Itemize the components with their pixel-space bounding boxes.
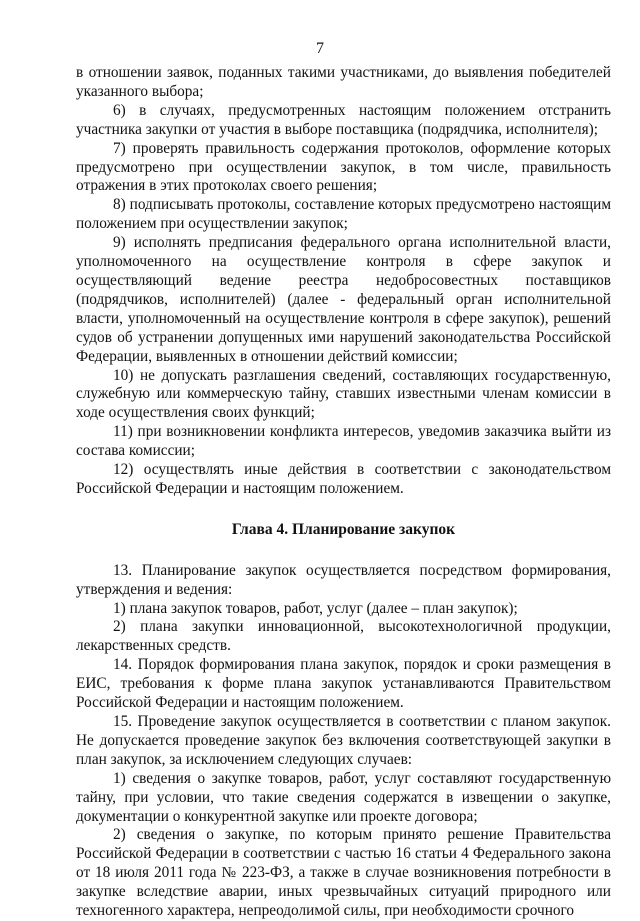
paragraph: 9) исполнять предписания федерального органа исполнительной власти, уполномоченного на осуществление контроля в сфере закупок и осуществляющий ведение реестра недобросовестных поставщиков (подрядчиков, исполнителей) (далее - федеральный орган исполнительной власти, уполномоченный на осуществление контроля в сфере закупок), решений судов об устранении допущенных ими нарушений законодательства Российской Федерации, выявленных в отношении действий комиссии;	[76, 234, 611, 365]
section-procurement-planning	[76, 562, 611, 921]
paragraph: 1) сведения о закупке товаров, работ, услуг составляют государственную тайну, при условии, что такие сведения содержатся в извещении о закупке, документации о конкурентной закупке или проекте договора;	[76, 769, 611, 825]
paragraph: 2) плана закупки инновационной, высокотехнологичной продукции, лекарственных средств.	[76, 618, 611, 655]
paragraph: 1) плана закупок товаров, работ, услуг (далее – план закупок);	[113, 599, 518, 617]
section-commission-duties	[76, 64, 611, 499]
paragraph: 7) проверять правильность содержания протоколов, оформление которых предусмотрено при осуществлении закупок, в том числе, правильность отражения в этих протоколах своего решения;	[76, 139, 611, 195]
paragraph: 14. Порядок формирования плана закупок, порядок и сроки размещения в ЕИС, требования к форме плана закупок устанавливаются Правительством Российской Федерации и настоящим положением.	[76, 656, 611, 712]
paragraph: 8) подписывать протоколы, составление которых предусмотрено настоящим положением при осуществлении закупок;	[76, 196, 611, 233]
document-body	[76, 64, 611, 921]
paragraph: 15. Проведение закупок осуществляется в соответствии с планом закупок. Не допускается проведение закупок без включения соответствующей закупки в план закупок, за исключением следующих случаев:	[76, 713, 611, 768]
paragraph: 12) осуществлять иные действия в соответствии с законодательством Российской Федерации и настоящим положением.	[76, 461, 611, 497]
paragraph: 2) сведения о закупке, по которым принято решение Правительства Российской Федерации в соответствии с частью 16 статьи 4 Федерального закона от 18 июля 2011 года № 223-ФЗ, а также в случае возникновения потребности в закупке вследствие аварии, иных чрезвычайных ситуаций природного или техногенного характера, непреодолимой силы, при необходимости срочного	[76, 826, 611, 920]
paragraph: 6) в случаях, предусмотренных настоящим положением отстранить участника закупки от участия в выборе поставщика (подрядчика, исполнителя);	[76, 101, 611, 138]
paragraph: в отношении заявок, поданных такими участниками, до выявления победителей указанного выбора;	[76, 64, 611, 100]
paragraph: 11) при возникновении конфликта интересов, уведомив заказчика выйти из состава комиссии;	[76, 423, 611, 460]
chapter-title: Глава 4. Планирование закупок	[231, 520, 456, 538]
page-number: 7	[316, 40, 324, 57]
paragraph: 13. Планирование закупок осуществляется посредством формирования, утверждения и ведения:	[76, 561, 611, 598]
paragraph: 10) не допускать разглашения сведений, составляющих государственную, служебную или коммерческую тайну, ставших известными членам комиссии в ходе осуществления своих функций;	[76, 366, 611, 422]
